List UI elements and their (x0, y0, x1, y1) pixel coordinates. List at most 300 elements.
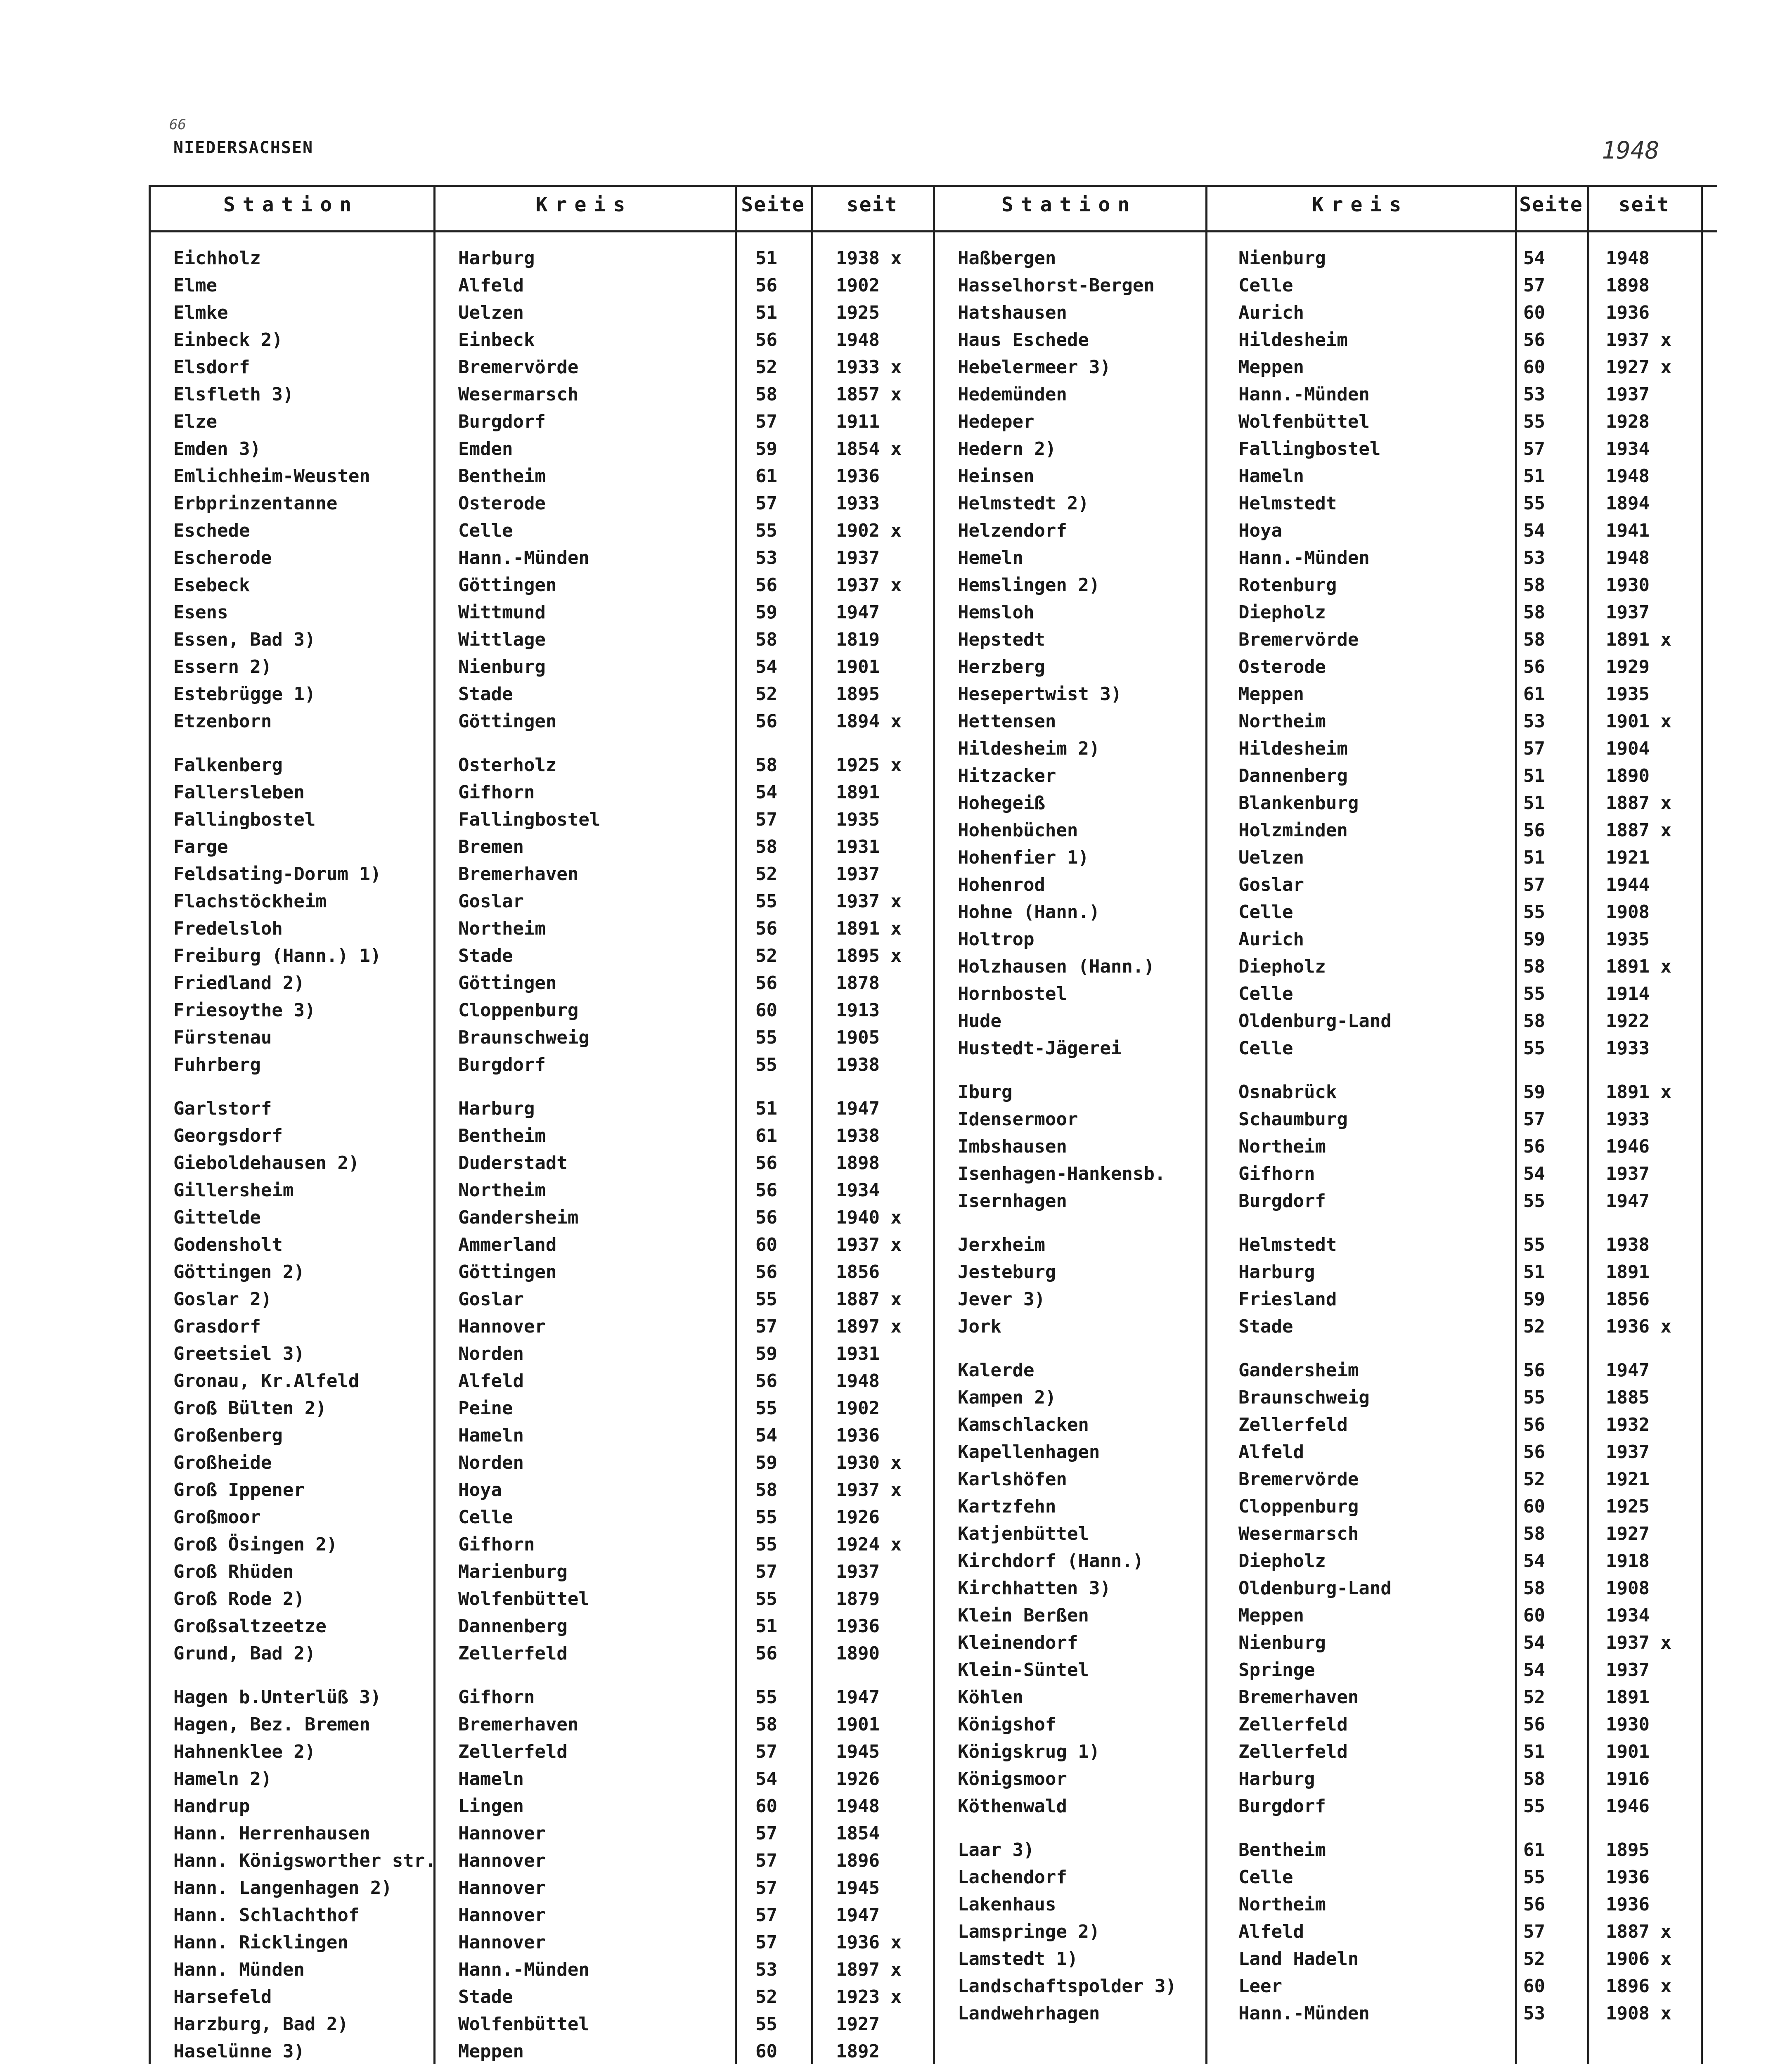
kreis-cell: Gifhorn (458, 1687, 535, 1708)
kreis-cell: Zellerfeld (1238, 1714, 1348, 1735)
kreis-cell: Celle (1238, 1867, 1293, 1888)
seite-cell: 57 (755, 1850, 777, 1871)
kreis-cell: Bremerhaven (1238, 1687, 1359, 1708)
table-row (933, 1414, 1717, 1441)
station-cell: Haßbergen (958, 248, 1056, 269)
seite-cell: 59 (1523, 1289, 1545, 1310)
kreis-cell: Oldenburg-Land (1238, 1578, 1392, 1599)
table-row (149, 1588, 933, 1616)
table-row (933, 1360, 1717, 1387)
station-cell: Holzhausen (Hann.) (958, 956, 1155, 977)
station-cell: Kampen 2) (958, 1387, 1056, 1408)
seit-cell: 1921 (1606, 1469, 1650, 1490)
station-cell: Kapellenhagen (958, 1441, 1100, 1463)
table-row (933, 302, 1717, 329)
kreis-cell: Wolfenbüttel (1238, 411, 1370, 432)
station-cell: Königsmoor (958, 1768, 1067, 1789)
table-row (149, 2014, 933, 2041)
seite-cell: 55 (1523, 1387, 1545, 1408)
station-cell: Hemsloh (958, 602, 1034, 623)
seit-cell: 1891 x (1606, 956, 1671, 977)
seit-cell: 1947 (836, 1687, 880, 1708)
station-cell: Harsefeld (173, 1986, 272, 2007)
table-row (933, 575, 1717, 602)
seit-cell: 1938 (1606, 1234, 1650, 1255)
table-row (149, 466, 933, 493)
seite-cell: 55 (755, 1534, 777, 1555)
seit-cell: 1905 (836, 1027, 880, 1048)
seite-cell: 56 (1523, 1441, 1545, 1463)
kreis-cell: Gandersheim (1238, 1360, 1359, 1381)
station-cell: Klein-Süntel (958, 1659, 1089, 1681)
header-kreis-right: Kreis (1311, 193, 1409, 216)
kreis-cell: Emden (458, 438, 513, 459)
kreis-cell: Nienburg (1238, 248, 1326, 269)
seit-cell: 1938 x (836, 248, 902, 269)
seite-cell: 51 (755, 248, 777, 269)
seite-cell: 58 (1523, 575, 1545, 596)
station-cell: Feldsating-Dorum 1) (173, 864, 381, 885)
table-row (149, 891, 933, 918)
seit-cell: 1895 (1606, 1839, 1650, 1860)
kreis-cell: Meppen (1238, 1605, 1304, 1626)
seit-cell: 1921 (1606, 847, 1650, 868)
station-cell: Hedemünden (958, 384, 1067, 405)
table-row (149, 629, 933, 656)
seite-cell: 55 (1523, 1234, 1545, 1255)
kreis-cell: Celle (1238, 275, 1293, 296)
kreis-cell: Goslar (458, 1289, 524, 1310)
station-cell: Hann. Langenhagen 2) (173, 1877, 392, 1898)
table-row (933, 765, 1717, 793)
table-row (149, 1479, 933, 1507)
seite-cell: 58 (1523, 629, 1545, 650)
table-row (933, 1262, 1717, 1289)
kreis-cell: Burgdorf (458, 411, 546, 432)
seite-cell: 58 (755, 629, 777, 650)
station-cell: Goslar 2) (173, 1289, 272, 1310)
seite-cell: 56 (1523, 1894, 1545, 1915)
seit-cell: 1908 (1606, 1578, 1650, 1599)
seit-cell: 1948 (836, 1796, 880, 1817)
seite-cell: 56 (755, 1370, 777, 1392)
seite-cell: 57 (755, 1823, 777, 1844)
table-row (149, 1877, 933, 1905)
table-row (933, 329, 1717, 357)
seite-cell: 53 (1523, 384, 1545, 405)
seit-cell: 1930 x (836, 1452, 902, 1473)
table-row (149, 1425, 933, 1452)
table-row (149, 1932, 933, 1959)
kreis-cell: Uelzen (1238, 847, 1304, 868)
table-row (149, 520, 933, 547)
header-kreis-left: Kreis (535, 193, 633, 216)
seit-cell: 1896 x (1606, 1976, 1671, 1997)
seite-cell: 56 (1523, 1414, 1545, 1435)
table-row (933, 1316, 1717, 1343)
table-row (149, 1180, 933, 1207)
seite-cell: 52 (1523, 1948, 1545, 1969)
seit-cell: 1887 x (1606, 1921, 1671, 1942)
table-row (933, 793, 1717, 820)
seite-cell: 54 (1523, 1659, 1545, 1681)
table-row (149, 302, 933, 329)
kreis-cell: Northeim (1238, 1136, 1326, 1157)
seite-cell: 60 (755, 1796, 777, 1817)
table-row (149, 1027, 933, 1054)
table-row (933, 384, 1717, 411)
seite-cell: 55 (755, 1027, 777, 1048)
station-cell: Herzberg (958, 656, 1045, 677)
seite-cell: 57 (755, 1932, 777, 1953)
table-row (933, 1976, 1717, 2003)
station-cell: Hildesheim 2) (958, 738, 1100, 759)
station-cell: Hude (958, 1011, 1001, 1032)
station-cell: Heinsen (958, 466, 1034, 487)
seite-cell: 54 (755, 1425, 777, 1446)
seite-cell: 57 (755, 411, 777, 432)
seit-cell: 1901 (836, 1714, 880, 1735)
seit-cell: 1856 (836, 1262, 880, 1283)
station-cell: Hann. Münden (173, 1959, 305, 1980)
seit-cell: 1926 (836, 1768, 880, 1789)
station-cell: Jever 3) (958, 1289, 1045, 1310)
seite-cell: 59 (1523, 1082, 1545, 1103)
seit-cell: 1948 (1606, 248, 1650, 269)
table-row (933, 1867, 1717, 1894)
seite-cell: 57 (1523, 874, 1545, 895)
seite-cell: 60 (755, 1000, 777, 1021)
station-cell: Fürstenau (173, 1027, 272, 1048)
seit-cell: 1948 (836, 1370, 880, 1392)
seit-cell: 1891 x (1606, 629, 1671, 650)
kreis-cell: Gifhorn (458, 782, 535, 803)
table-row (149, 1153, 933, 1180)
seit-cell: 1937 (1606, 1659, 1650, 1681)
table-row (149, 864, 933, 891)
kreis-cell: Diepholz (1238, 956, 1326, 977)
seite-cell: 61 (1523, 1839, 1545, 1860)
seit-cell: 1937 x (1606, 1632, 1671, 1653)
table-row (933, 1921, 1717, 1948)
kreis-cell: Einbeck (458, 329, 535, 350)
seite-cell: 57 (755, 1316, 777, 1337)
table-row (149, 1289, 933, 1316)
seite-cell: 58 (755, 384, 777, 405)
seite-cell: 52 (755, 864, 777, 885)
kreis-cell: Goslar (1238, 874, 1304, 895)
kreis-cell: Bremerhaven (458, 864, 579, 885)
seit-cell: 1929 (1606, 656, 1650, 677)
kreis-cell: Northeim (1238, 1894, 1326, 1915)
seite-cell: 51 (1523, 847, 1545, 868)
table-row (149, 1796, 933, 1823)
table-row (933, 1163, 1717, 1191)
station-cell: Handrup (173, 1796, 250, 1817)
table-row (149, 411, 933, 438)
seit-cell: 1856 (1606, 1289, 1650, 1310)
seite-cell: 58 (1523, 602, 1545, 623)
seit-cell: 1927 (1606, 1523, 1650, 1544)
station-cell: Jork (958, 1316, 1001, 1337)
kreis-cell: Hann.-Münden (1238, 2003, 1370, 2024)
seite-cell: 55 (1523, 493, 1545, 514)
seite-cell: 56 (755, 1262, 777, 1283)
kreis-cell: Leer (1238, 1976, 1282, 1997)
kreis-cell: Bremen (458, 836, 524, 857)
seite-cell: 59 (755, 1452, 777, 1473)
kreis-cell: Hameln (458, 1425, 524, 1446)
kreis-cell: Harburg (1238, 1768, 1315, 1789)
kreis-cell: Schaumburg (1238, 1109, 1348, 1130)
station-cell: Klein Berßen (958, 1605, 1089, 1626)
table-row (149, 357, 933, 384)
station-cell: Iburg (958, 1082, 1013, 1103)
kreis-cell: Meppen (1238, 357, 1304, 378)
seit-cell: 1911 (836, 411, 880, 432)
seit-cell: 1945 (836, 1741, 880, 1762)
seite-cell: 55 (1523, 1796, 1545, 1817)
station-cell: Elsfleth 3) (173, 384, 294, 405)
seit-cell: 1925 x (836, 755, 902, 776)
seit-cell: 1891 (1606, 1262, 1650, 1283)
kreis-cell: Stade (458, 684, 513, 705)
station-cell: Friesoythe 3) (173, 1000, 316, 1021)
table-row (149, 918, 933, 945)
station-cell: Isernhagen (958, 1191, 1067, 1212)
kreis-cell: Northeim (458, 918, 546, 939)
table-row (149, 684, 933, 711)
station-cell: Gittelde (173, 1207, 261, 1228)
seit-cell: 1937 x (836, 891, 902, 912)
kreis-cell: Harburg (458, 1098, 535, 1119)
seit-cell: 1887 x (1606, 793, 1671, 814)
station-cell: Hemeln (958, 547, 1023, 568)
table-row (933, 1632, 1717, 1659)
header-seite-left: Seite (741, 193, 805, 216)
table-row (933, 1687, 1717, 1714)
kreis-cell: Hann.-Münden (1238, 547, 1370, 568)
seite-cell: 54 (1523, 248, 1545, 269)
seite-cell: 56 (1523, 329, 1545, 350)
station-cell: Hornbostel (958, 983, 1067, 1004)
seit-cell: 1937 (836, 547, 880, 568)
kreis-cell: Cloppenburg (1238, 1496, 1359, 1517)
station-cell: Friedland 2) (173, 973, 305, 994)
table-row (933, 1741, 1717, 1768)
kreis-cell: Marienburg (458, 1561, 568, 1582)
station-cell: Elmke (173, 302, 228, 323)
kreis-cell: Zellerfeld (1238, 1741, 1348, 1762)
table-row (149, 1316, 933, 1343)
seite-cell: 56 (1523, 820, 1545, 841)
seit-cell: 1937 (1606, 602, 1650, 623)
station-cell: Hebelermeer 3) (958, 357, 1111, 378)
table-row (933, 956, 1717, 983)
table-row (933, 602, 1717, 629)
station-cell: Hustedt-Jägerei (958, 1038, 1122, 1059)
station-cell: Isenhagen-Hankensb. (958, 1163, 1166, 1184)
seit-cell: 1931 (836, 1343, 880, 1364)
table-row (149, 1905, 933, 1932)
seite-cell: 53 (755, 547, 777, 568)
seite-cell: 55 (755, 1588, 777, 1610)
station-cell: Harzburg, Bad 2) (173, 2014, 348, 2035)
kreis-cell: Burgdorf (458, 1054, 546, 1075)
station-cell: Laar 3) (958, 1839, 1034, 1860)
kreis-cell: Norden (458, 1452, 524, 1473)
table-row (149, 1125, 933, 1153)
kreis-cell: Gifhorn (458, 1534, 535, 1555)
kreis-cell: Göttingen (458, 973, 557, 994)
seit-cell: 1936 (836, 466, 880, 487)
left-column-group (149, 248, 933, 2064)
table-row (933, 1605, 1717, 1632)
table-row (933, 902, 1717, 929)
kreis-cell: Nienburg (458, 656, 546, 677)
seit-cell: 1890 (836, 1643, 880, 1664)
table-row (149, 1561, 933, 1588)
seit-cell: 1897 x (836, 1959, 902, 1980)
seit-cell: 1937 (1606, 1441, 1650, 1463)
kreis-cell: Northeim (1238, 711, 1326, 732)
station-cell: Fredelsloh (173, 918, 283, 939)
station-cell: Gieboldehausen 2) (173, 1153, 360, 1174)
seit-cell: 1926 (836, 1507, 880, 1528)
table-row (149, 1714, 933, 1741)
table-row (149, 384, 933, 411)
table-row (149, 945, 933, 973)
seit-cell: 1934 (1606, 1605, 1650, 1626)
seit-cell: 1887 x (1606, 820, 1671, 841)
seit-cell: 1922 (1606, 1011, 1650, 1032)
table-row (933, 929, 1717, 956)
kreis-cell: Diepholz (1238, 1550, 1326, 1572)
table-row (149, 1098, 933, 1125)
seite-cell: 60 (1523, 357, 1545, 378)
station-cell: Lachendorf (958, 1867, 1067, 1888)
seite-cell: 56 (1523, 656, 1545, 677)
station-cell: Kalerde (958, 1360, 1034, 1381)
station-cell: Helmstedt 2) (958, 493, 1089, 514)
seit-cell: 1937 (1606, 384, 1650, 405)
kreis-cell: Ammerland (458, 1234, 557, 1255)
seite-cell: 55 (755, 1507, 777, 1528)
kreis-cell: Fallingbostel (458, 809, 601, 830)
seit-cell: 1937 x (836, 1234, 902, 1255)
seite-cell: 51 (755, 1616, 777, 1637)
seite-cell: 53 (755, 1959, 777, 1980)
seit-cell: 1854 x (836, 438, 902, 459)
seit-cell: 1898 (836, 1153, 880, 1174)
seite-cell: 57 (1523, 438, 1545, 459)
station-cell: Hohegeiß (958, 793, 1045, 814)
seit-cell: 1819 (836, 629, 880, 650)
seit-cell: 1936 x (836, 1932, 902, 1953)
kreis-cell: Peine (458, 1398, 513, 1419)
seit-cell: 1906 x (1606, 1948, 1671, 1969)
station-cell: Groß Bülten 2) (173, 1398, 327, 1419)
seit-cell: 1936 (836, 1425, 880, 1446)
seite-cell: 56 (755, 329, 777, 350)
seit-cell: 1935 (1606, 684, 1650, 705)
seite-cell: 60 (1523, 1496, 1545, 1517)
kreis-cell: Goslar (458, 891, 524, 912)
seite-cell: 60 (755, 2041, 777, 2062)
seite-cell: 52 (1523, 1316, 1545, 1337)
table-row (933, 1768, 1717, 1796)
seite-cell: 51 (1523, 765, 1545, 786)
table-row (933, 1136, 1717, 1163)
station-cell: Hann. Schlachthof (173, 1905, 360, 1926)
station-cell: Hagen b.Unterlüß 3) (173, 1687, 381, 1708)
table-row (933, 275, 1717, 302)
header-seit-right: seit (1618, 193, 1670, 216)
seit-cell: 1891 (836, 782, 880, 803)
kreis-cell: Alfeld (458, 275, 524, 296)
kreis-cell: Hameln (1238, 466, 1304, 487)
table-row (149, 809, 933, 836)
kreis-cell: Celle (1238, 902, 1293, 923)
kreis-cell: Osterode (1238, 656, 1326, 677)
seit-cell: 1938 (836, 1125, 880, 1146)
seite-cell: 52 (755, 357, 777, 378)
seite-cell: 57 (755, 1905, 777, 1926)
station-cell: Hohne (Hann.) (958, 902, 1100, 923)
kreis-cell: Lingen (458, 1796, 524, 1817)
table-row (149, 1850, 933, 1877)
table-row (933, 684, 1717, 711)
station-cell: Essern 2) (173, 656, 272, 677)
table-row (933, 711, 1717, 738)
seite-cell: 54 (1523, 1163, 1545, 1184)
station-cell: Flachstöckheim (173, 891, 327, 912)
kreis-cell: Wesermarsch (458, 384, 579, 405)
seite-cell: 52 (755, 1986, 777, 2007)
table-row (149, 1452, 933, 1479)
table-row (149, 1768, 933, 1796)
table-row (933, 1191, 1717, 1218)
kreis-cell: Hannover (458, 1316, 546, 1337)
table-row (933, 1469, 1717, 1496)
table-row (149, 1534, 933, 1561)
station-cell: Königskrug 1) (958, 1741, 1100, 1762)
table-row (149, 1370, 933, 1398)
seite-cell: 57 (755, 1561, 777, 1582)
table-row (149, 1234, 933, 1262)
kreis-cell: Hoya (458, 1479, 502, 1501)
seite-cell: 57 (755, 1877, 777, 1898)
page-title: NIEDERSACHSEN (173, 138, 314, 157)
kreis-cell: Göttingen (458, 1262, 557, 1283)
seite-cell: 59 (755, 602, 777, 623)
table-row (149, 1262, 933, 1289)
seit-cell: 1898 (1606, 275, 1650, 296)
kreis-cell: Aurich (1238, 302, 1304, 323)
kreis-cell: Uelzen (458, 302, 524, 323)
kreis-cell: Braunschweig (458, 1027, 589, 1048)
seit-cell: 1927 x (1606, 357, 1671, 378)
table-row (149, 973, 933, 1000)
seite-cell: 55 (755, 2014, 777, 2035)
seit-cell: 1931 (836, 836, 880, 857)
seite-cell: 58 (755, 1714, 777, 1735)
seit-cell: 1935 (1606, 929, 1650, 950)
seite-cell: 59 (755, 1343, 777, 1364)
station-cell: Fallingbostel (173, 809, 316, 830)
kreis-cell: Cloppenburg (458, 1000, 579, 1021)
seite-cell: 55 (755, 1289, 777, 1310)
